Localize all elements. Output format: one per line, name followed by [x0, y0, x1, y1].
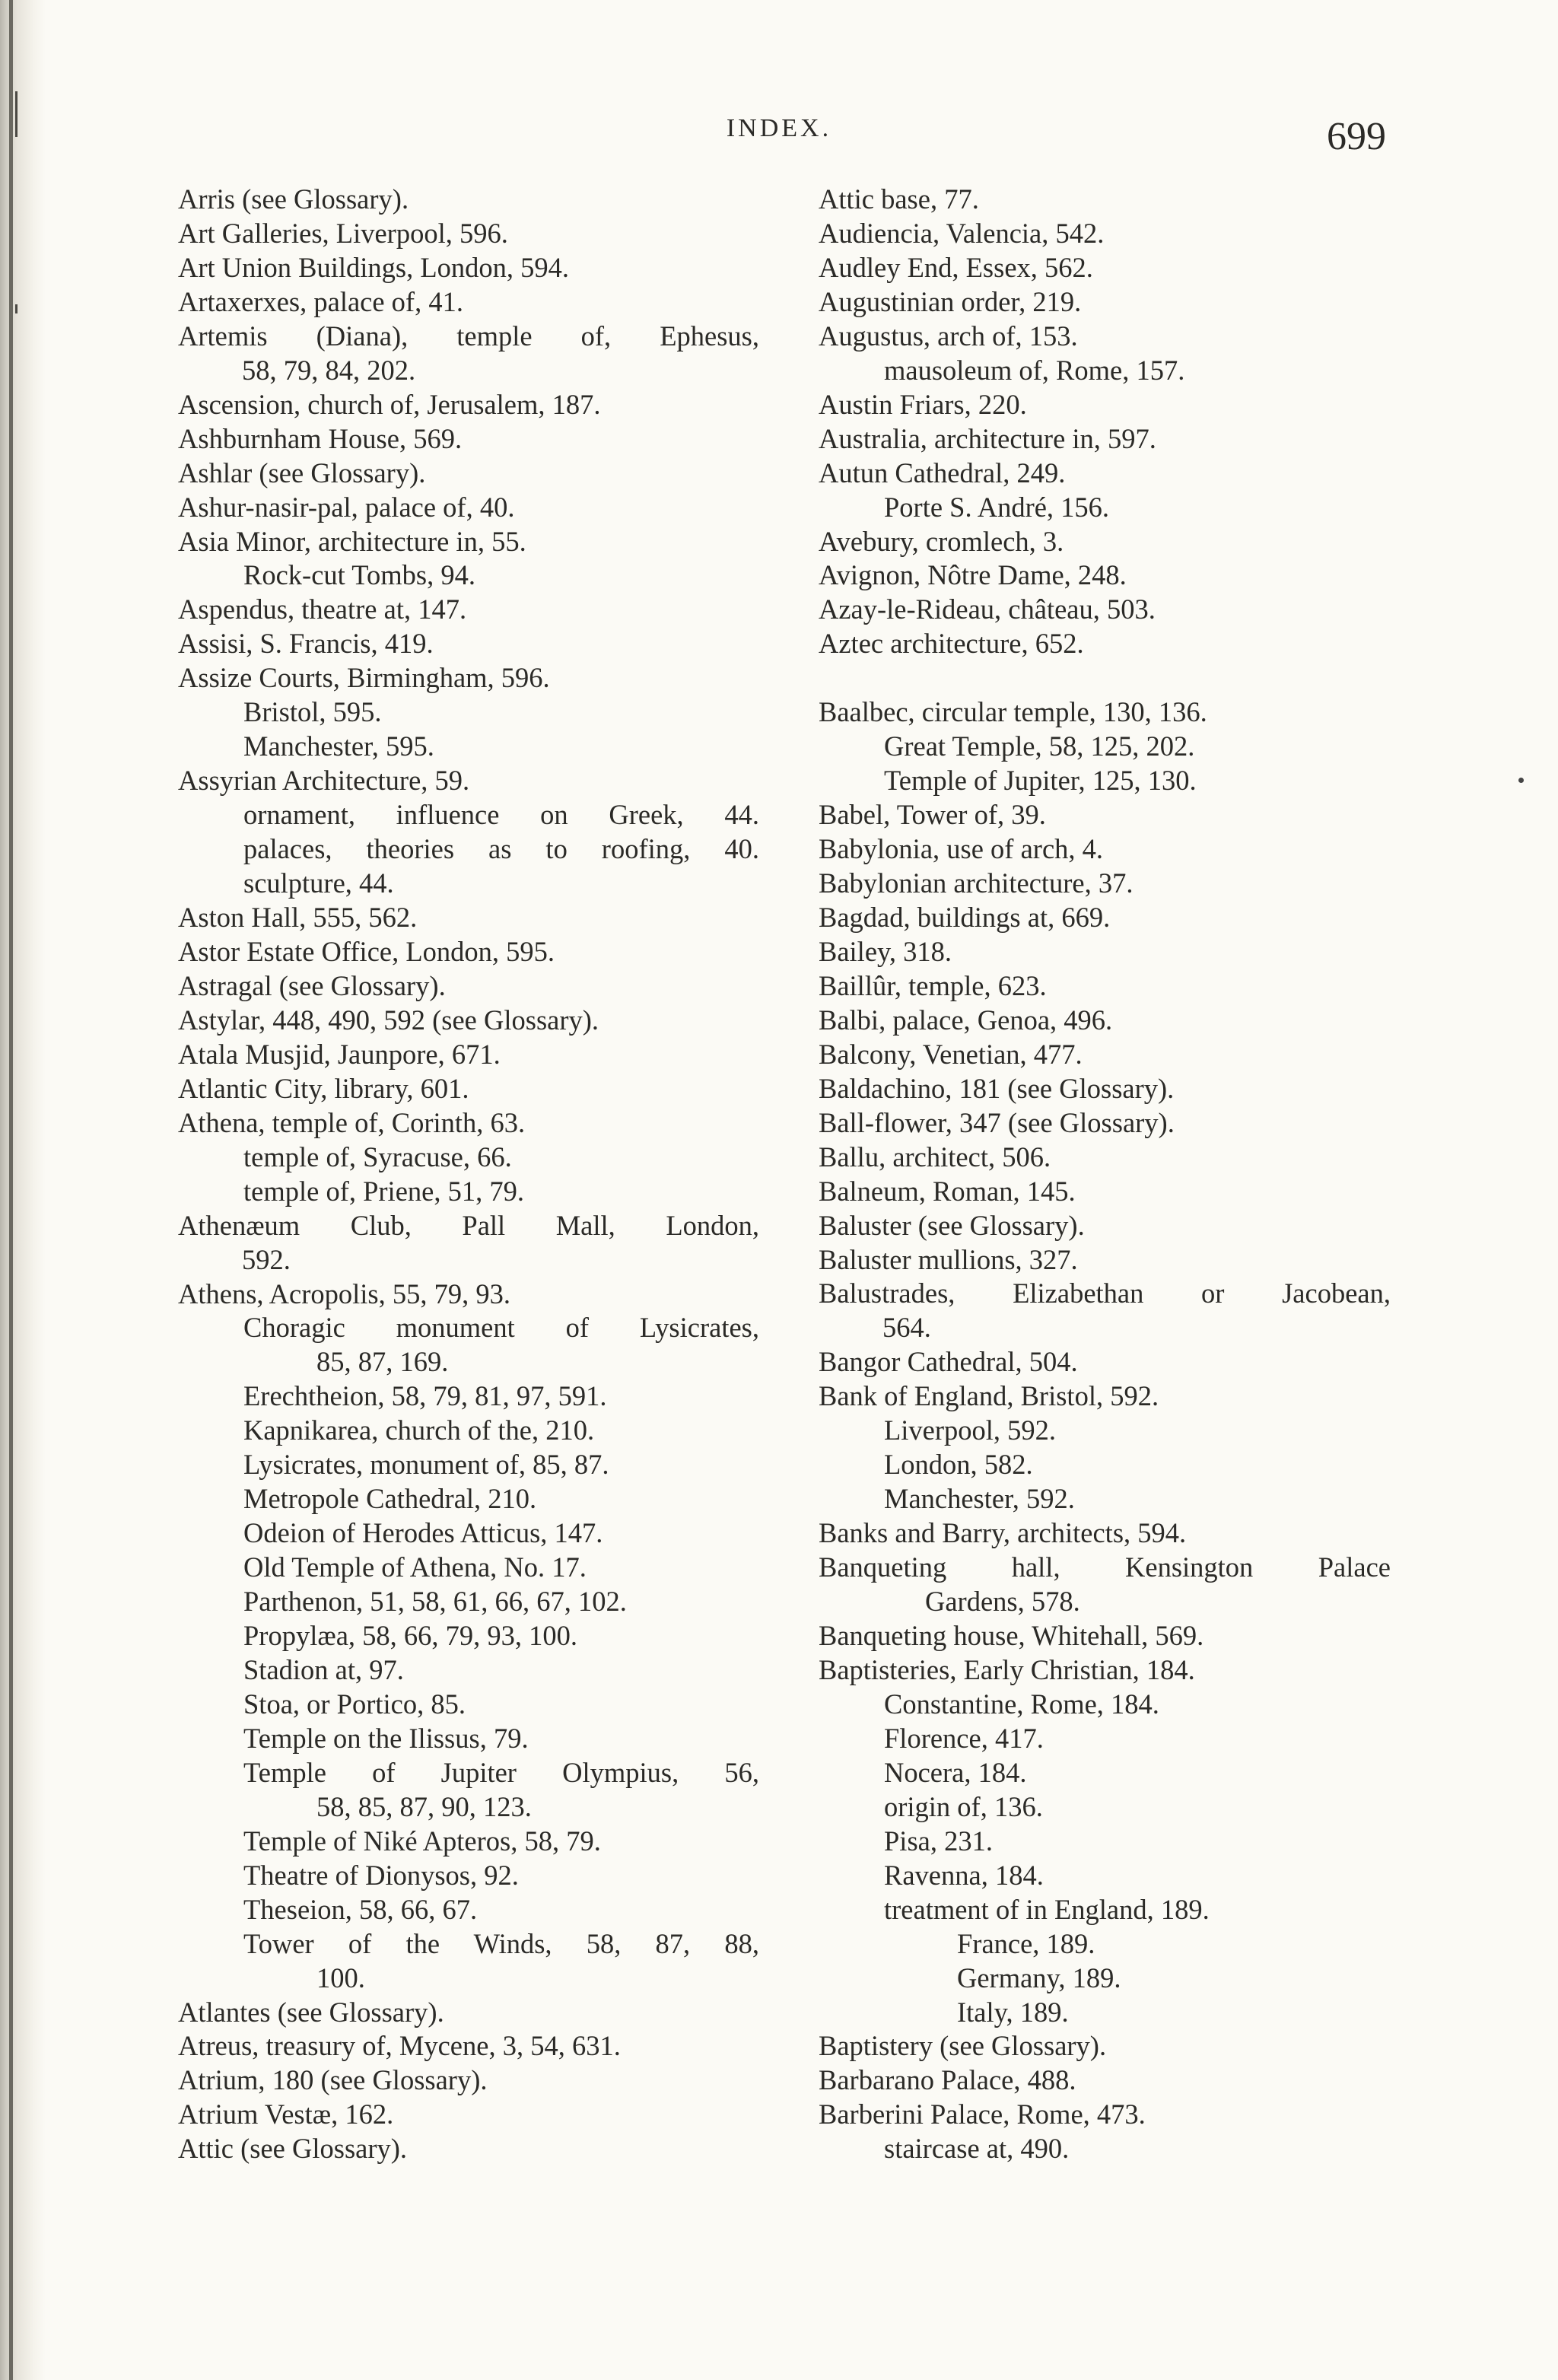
index-subentry: palaces, theories as to roofing, 40.: [243, 833, 759, 865]
index-entry: Baluster (see Glossary).: [819, 1209, 1085, 1241]
index-subentry: Theatre of Dionysos, 92.: [243, 1859, 519, 1891]
index-entry: Babylonian architecture, 37.: [819, 867, 1134, 899]
index-entry: Artaxerxes, palace of, 41.: [178, 285, 463, 317]
index-entry: Austin Friars, 220.: [819, 388, 1027, 420]
index-subentry: Rock-cut Tombs, 94.: [243, 559, 475, 591]
index-subentry: Great Temple, 58, 125, 202.: [884, 730, 1195, 762]
index-entry: Banqueting hall, Kensington Palace: [819, 1551, 1391, 1583]
index-entry: Baptisteries, Early Christian, 184.: [819, 1653, 1195, 1685]
index-subentry: Manchester, 595.: [243, 730, 434, 762]
index-entry: Attic base, 77.: [819, 183, 979, 215]
index-entry: Astragal (see Glossary).: [178, 969, 446, 1001]
index-entry: Augustus, arch of, 153.: [819, 320, 1078, 352]
index-entry: Ashburnham House, 569.: [178, 422, 463, 454]
index-entry: Arris (see Glossary).: [178, 183, 409, 215]
index-subentry: Florence, 417.: [884, 1722, 1044, 1754]
index-subentry: Temple of Jupiter Olympius, 56,: [243, 1756, 759, 1788]
index-subentry: mausoleum of, Rome, 157.: [884, 354, 1185, 386]
index-entry: Balustrades, Elizabethan or Jacobean,: [819, 1278, 1391, 1309]
index-subentry: origin of, 136.: [884, 1790, 1043, 1822]
index-entry: Balbi, palace, Genoa, 496.: [819, 1004, 1113, 1036]
index-subentry: Lysicrates, monument of, 85, 87.: [243, 1449, 609, 1481]
index-entry: Art Union Buildings, London, 594.: [178, 251, 570, 283]
index-subentry: Metropole Cathedral, 210.: [243, 1483, 537, 1515]
index-entry: Ascension, church of, Jerusalem, 187.: [178, 388, 601, 420]
index-entry: Atreus, treasury of, Mycene, 3, 54, 631.: [178, 2030, 621, 2062]
index-entry: Audiencia, Valencia, 542.: [819, 217, 1105, 249]
index-entry: Azay-le-Rideau, château, 503.: [819, 593, 1156, 625]
index-subentry: Temple on the Ilissus, 79.: [243, 1722, 529, 1754]
page-title: INDEX.: [726, 114, 832, 142]
index-subentry: Old Temple of Athena, No. 17.: [243, 1551, 587, 1583]
index-entry: Athenæum Club, Pall Mall, London,: [178, 1209, 759, 1241]
index-entry: Athens, Acropolis, 55, 79, 93.: [178, 1278, 510, 1309]
index-entry: Aspendus, theatre at, 147.: [178, 593, 467, 625]
index-subentry: Stadion at, 97.: [243, 1653, 404, 1685]
index-entry: Atala Musjid, Jaunpore, 671.: [178, 1038, 501, 1070]
index-entry: Atrium Vestæ, 162.: [178, 2098, 394, 2130]
index-subentry: Ravenna, 184.: [884, 1859, 1044, 1891]
index-entry: Australia, architecture in, 597.: [819, 422, 1156, 454]
binding-edge: [9, 0, 13, 2380]
index-entry: Bank of England, Bristol, 592.: [819, 1380, 1159, 1412]
index-entry: Banqueting house, Whitehall, 569.: [819, 1620, 1204, 1652]
index-subentry: Pisa, 231.: [884, 1825, 993, 1857]
index-subentry: Germany, 189.: [957, 1962, 1121, 1993]
index-subentry: Erechtheion, 58, 79, 81, 97, 591.: [243, 1380, 607, 1412]
index-subentry: Nocera, 184.: [884, 1756, 1027, 1788]
index-subentry: Parthenon, 51, 58, 61, 66, 67, 102.: [243, 1586, 627, 1618]
index-entry: Asia Minor, architecture in, 55.: [178, 525, 526, 557]
index-subentry: 564.: [882, 1312, 931, 1344]
index-entry: Banks and Barry, architects, 594.: [819, 1517, 1187, 1549]
index-subentry: treatment of in England, 189.: [884, 1893, 1210, 1925]
paper-speck: [1518, 778, 1524, 783]
index-subentry: Bristol, 595.: [243, 696, 382, 728]
index-column-left: [178, 183, 771, 2166]
index-entry: Baillûr, temple, 623.: [819, 969, 1047, 1001]
index-entry: Atlantes (see Glossary).: [178, 1996, 444, 2028]
index-subentry: temple of, Syracuse, 66.: [243, 1141, 512, 1172]
index-subentry: 58, 85, 87, 90, 123.: [316, 1790, 532, 1822]
index-subentry: Liverpool, 592.: [884, 1414, 1057, 1446]
index-entry: Athena, temple of, Corinth, 63.: [178, 1106, 526, 1138]
index-entry: Astylar, 448, 490, 592 (see Glossary).: [178, 1004, 599, 1036]
index-entry: Aztec architecture, 652.: [819, 628, 1084, 660]
index-entry: Bailey, 318.: [819, 935, 952, 967]
index-entry: Augustinian order, 219.: [819, 285, 1082, 317]
index-entry: Avebury, cromlech, 3.: [819, 525, 1064, 557]
index-subentry: Propylæa, 58, 66, 79, 93, 100.: [243, 1620, 578, 1652]
index-entry: Babel, Tower of, 39.: [819, 799, 1046, 831]
index-subentry: Odeion of Herodes Atticus, 147.: [243, 1517, 603, 1549]
index-entry: Baldachino, 181 (see Glossary).: [819, 1072, 1175, 1104]
index-subentry: Manchester, 592.: [884, 1483, 1075, 1515]
index-entry: Attic (see Glossary).: [178, 2133, 408, 2165]
index-entry: Barberini Palace, Rome, 473.: [819, 2098, 1146, 2130]
page-number: 699: [1327, 115, 1386, 158]
index-entry: Balneum, Roman, 145.: [819, 1175, 1076, 1207]
index-subentry: Kapnikarea, church of the, 210.: [243, 1414, 595, 1446]
index-entry: Autun Cathedral, 249.: [819, 457, 1066, 488]
index-entry: Artemis (Diana), temple of, Ephesus,: [178, 320, 759, 352]
index-entry: Aston Hall, 555, 562.: [178, 902, 418, 934]
index-entry: Atrium, 180 (see Glossary).: [178, 2064, 488, 2096]
index-subentry: Italy, 189.: [957, 1996, 1069, 2028]
index-subentry: Choragic monument of Lysicrates,: [243, 1312, 759, 1344]
index-entry: Astor Estate Office, London, 595.: [178, 935, 555, 967]
binding-mark: [15, 304, 17, 313]
index-entry: Bangor Cathedral, 504.: [819, 1346, 1078, 1378]
index-entry: Babylonia, use of arch, 4.: [819, 833, 1104, 865]
index-entry: Ashlar (see Glossary).: [178, 457, 426, 488]
index-entry: Barbarano Palace, 488.: [819, 2064, 1076, 2096]
index-subentry: France, 189.: [957, 1927, 1095, 1959]
index-entry: Assyrian Architecture, 59.: [178, 765, 470, 797]
index-entry: Baluster mullions, 327.: [819, 1243, 1078, 1275]
index-entry: Ball-flower, 347 (see Glossary).: [819, 1106, 1175, 1138]
book-spine-shadow: [0, 0, 46, 2380]
index-subentry: 100.: [316, 1962, 365, 1993]
index-subentry: Tower of the Winds, 58, 87, 88,: [243, 1927, 759, 1959]
index-entry: Avignon, Nôtre Dame, 248.: [819, 559, 1127, 591]
index-entry: Atlantic City, library, 601.: [178, 1072, 469, 1104]
index-subentry: Gardens, 578.: [925, 1586, 1080, 1618]
index-entry: Bagdad, buildings at, 669.: [819, 902, 1111, 933]
index-subentry: Temple of Niké Apteros, 58, 79.: [243, 1825, 601, 1857]
index-entry: Baalbec, circular temple, 130, 136.: [819, 696, 1207, 728]
index-subentry: ornament, influence on Greek, 44.: [243, 799, 759, 831]
index-subentry: 58, 79, 84, 202.: [242, 354, 416, 386]
index-subentry: sculpture, 44.: [243, 867, 394, 899]
index-entry: Assize Courts, Birmingham, 596.: [178, 662, 550, 694]
index-subentry: Theseion, 58, 66, 67.: [243, 1893, 478, 1925]
index-column-right: [819, 183, 1404, 2166]
index-subentry: Porte S. André, 156.: [884, 491, 1110, 523]
index-entry: Art Galleries, Liverpool, 596.: [178, 217, 508, 249]
index-entry: Ballu, architect, 506.: [819, 1141, 1051, 1172]
index-entry: Audley End, Essex, 562.: [819, 251, 1093, 283]
index-subentry: London, 582.: [884, 1449, 1033, 1481]
index-subentry: staircase at, 490.: [884, 2133, 1070, 2165]
index-subentry: Constantine, Rome, 184.: [884, 1688, 1159, 1720]
index-subentry: Stoa, or Portico, 85.: [243, 1688, 466, 1720]
index-entry: Balcony, Venetian, 477.: [819, 1038, 1083, 1070]
index-entry: Ashur-nasir-pal, palace of, 40.: [178, 491, 515, 523]
index-subentry: 592.: [242, 1243, 291, 1275]
index-subentry: temple of, Priene, 51, 79.: [243, 1175, 524, 1207]
index-entry: Baptistery (see Glossary).: [819, 2030, 1107, 2062]
index-subentry: 85, 87, 169.: [316, 1346, 449, 1378]
index-subentry: Temple of Jupiter, 125, 130.: [884, 765, 1197, 797]
section-gap: [819, 661, 1404, 695]
index-entry: Assisi, S. Francis, 419.: [178, 628, 434, 660]
